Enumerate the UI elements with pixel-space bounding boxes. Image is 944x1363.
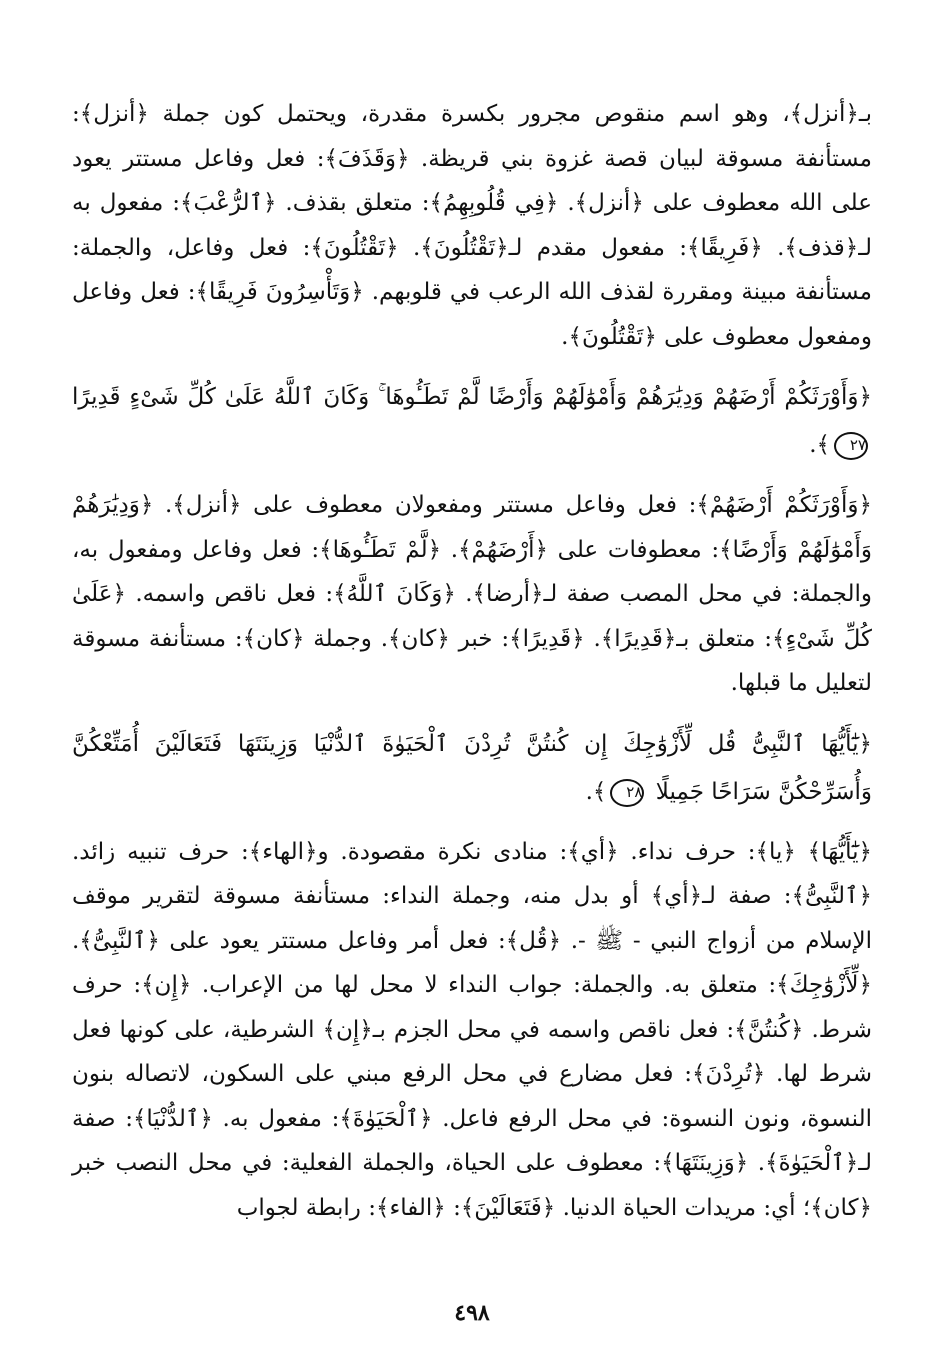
paragraph-commentary-1: بـ﴿أنزل﴾، وهو اسم منقوص مجرور بكسرة مقدرة، ويحتمل كون جملة ﴿أنزل﴾: مستأنفة مسوقة لبيان قصة غزوة بني قريظة. ﴿وَقَذَفَ﴾: فعل وفاعل مستتر يعود على الله معطوف على ﴿أنزل﴾. ﴿فِي قُلُوبِهِمُ﴾: متعلق بقذف. ﴿ٱلرُّعْبَ﴾: مفعول به لـ﴿قذف﴾. ﴿فَرِيقًا﴾: مفعول مقدم لـ﴿تَقْتُلُونَ﴾. ﴿تَقْتُلُونَ﴾: فعل وفاعل، والجملة: مستأنفة مبينة ومقررة لقذف الله الرعب في قلوبهم. ﴿وَتَأْسِرُونَ فَرِيقًا﴾: فعل وفاعل ومفعول معطوف على ﴿تَقْتُلُونَ﴾.	[72, 101, 872, 350]
quran-verse-28	[72, 720, 872, 816]
ayah-number-marker: ٢٧	[834, 432, 868, 460]
ayah-number-marker: ٢٨	[610, 779, 644, 807]
verse-text: ﴿يَٰٓأَيُّهَا ٱلنَّبِىُّ قُل لِّأَزْوَٰجِكَ إِن كُنتُنَّ تُرِدْنَ ٱلْحَيَوٰةَ ٱلدُّنْيَا وَزِينَتَهَا فَتَعَالَيْنَ أُمَتِّعْكُنَّ وَأُسَرِّحْكُنَّ سَرَاحًا جَمِيلًا	[72, 730, 872, 805]
page-number: ٤٩٨	[454, 1300, 490, 1326]
quran-verse-27	[72, 373, 872, 469]
verse-closing: ﴾.	[809, 432, 830, 458]
page-body	[72, 92, 872, 1230]
verse-text: ﴿وَأَوْرَثَكُمْ أَرْضَهُمْ وَدِيَٰرَهُمْ وَأَمْوَٰلَهُمْ وَأَرْضًا لَّمْ تَطَـُٔوهَا ۚ وَكَانَ ٱللَّهُ عَلَىٰ كُلِّ شَىْءٍ قَدِيرًا	[72, 384, 872, 410]
verse-closing: ﴾.	[585, 778, 607, 805]
paragraph-commentary-2: ﴿وَأَوْرَثَكُمْ أَرْضَهُمْ﴾: فعل وفاعل مستتر ومفعولان معطوف على ﴿أنزل﴾. ﴿وَدِيَٰرَهُمْ وَأَمْوَٰلَهُمْ وَأَرْضًا﴾: معطوفات على ﴿أَرْضَهُمْ﴾. ﴿لَّمْ تَطَـُٔوهَا﴾: فعل وفاعل ومفعول به، والجملة: في محل المصب صفة لـ﴿أرضا﴾. ﴿وَكَانَ ٱللَّهُ﴾: فعل ناقص واسمه. ﴿عَلَىٰ كُلِّ شَىْءٍ﴾: متعلق بـ﴿قَدِيرًا﴾. ﴿قَدِيرًا﴾: خبر ﴿كان﴾. وجملة ﴿كان﴾: مستأنفة مسوقة لتعليل ما قبلها.	[72, 492, 872, 696]
paragraph-commentary-3: ﴿يَٰٓأَيُّهَا﴾ ﴿يا﴾: حرف نداء. ﴿أي﴾: منادى نكرة مقصودة. و﴿الهاء﴾: حرف تنبيه زائد. ﴿ٱلنَّبِىُّ﴾: صفة لـ﴿أي﴾ أو بدل منه، وجملة النداء: مستأنفة مسوقة لتقرير موقف الإسلام من أزواج النبي - ﷺ -. ﴿قُل﴾: فعل أمر وفاعل مستتر يعود على ﴿ٱلنَّبِىُّ﴾. ﴿لِّأَزْوَٰجِكَ﴾: متعلق به. والجملة: جواب النداء لا محل لها من الإعراب. ﴿إِن﴾: حرف شرط. ﴿كُنتُنَّ﴾: فعل ناقص واسمه في محل الجزم بـ﴿إِن﴾ الشرطية، على كونها فعل شرط لها. ﴿تُرِدْنَ﴾: فعل مضارع في محل الرفع مبني على السكون، لاتصاله بنون النسوة، ونون النسوة: في محل الرفع فاعل. ﴿ٱلْحَيَوٰةَ﴾: مفعول به. ﴿ٱلدُّنْيَا﴾: صفة لـ﴿ٱلْحَيَوٰةَ﴾. ﴿وَزِينَتَهَا﴾: معطوف على الحياة، والجملة الفعلية: في محل النصب خبر ﴿كان﴾؛ أي: مريدات الحياة الدنيا. ﴿فَتَعَالَيْنَ﴾: ﴿الفاء﴾: رابطة لجواب	[72, 838, 872, 1221]
